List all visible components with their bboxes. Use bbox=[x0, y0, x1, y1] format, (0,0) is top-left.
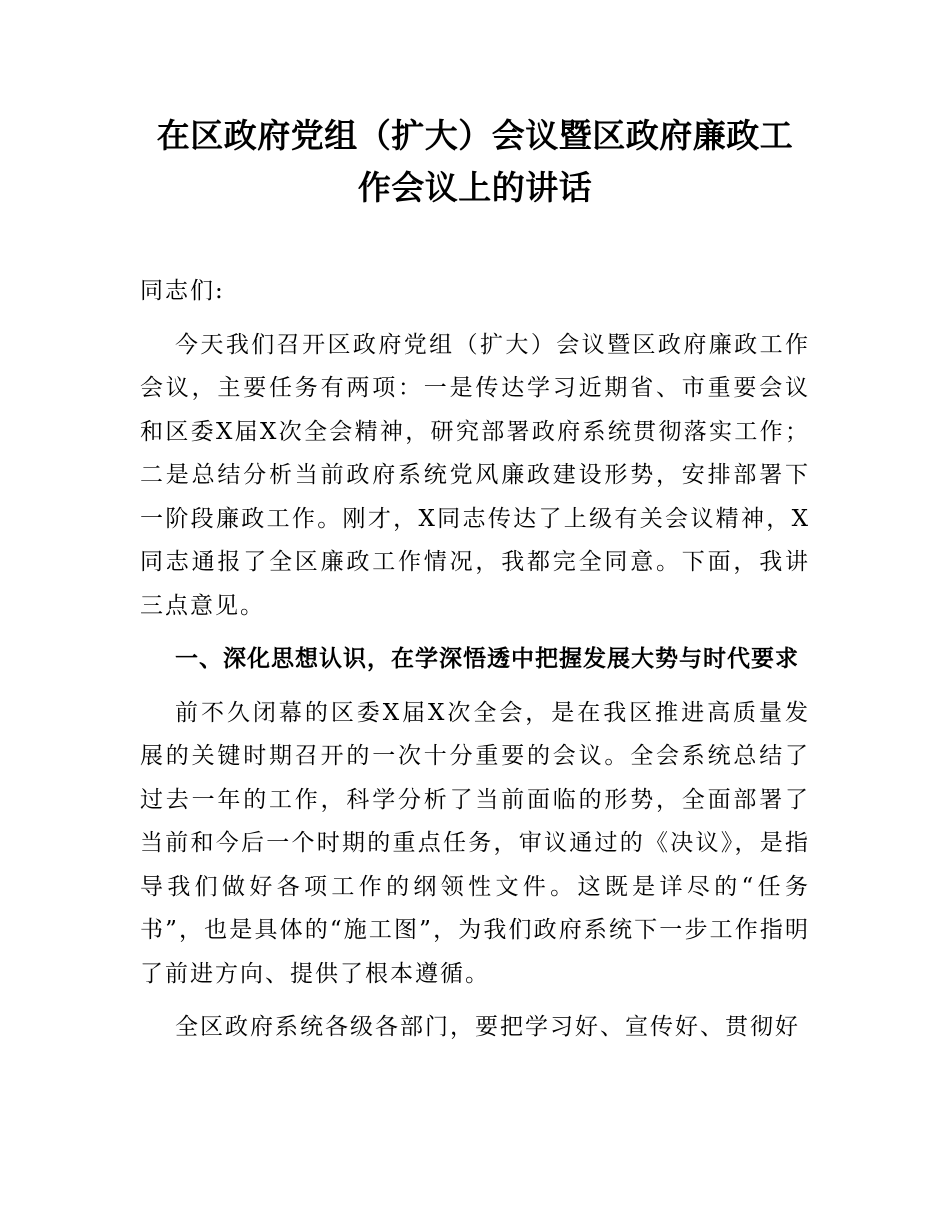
paragraph-plenary: 前不久闭幕的区委X届X次全会，是在我区推进高质量发展的关键时期召开的一次十分重要的会议。全会系统总结了过去一年的工作，科学分析了当前面临的形势，全面部署了当前和今后一个时期的重点任务，审议通过的《决议》，是指导我们做好各项工作的纲领性文件。这既是详尽的“任务书”，也是具体的“施工图”，为我们政府系统下一步工作指明了前进方向、提供了根本遵循。 bbox=[140, 699, 810, 987]
document-body bbox=[140, 270, 810, 1060]
title-line-2: 作会议上的讲话 bbox=[357, 168, 593, 207]
section-heading-1: 一、深化思想认识，在学深悟透中把握发展大势与时代要求 bbox=[175, 646, 799, 672]
paragraph-intro: 今天我们召开区政府党组（扩大）会议暨区政府廉政工作会议，主要任务有两项：一是传达学习近期省、市重要会议和区委X届X次全会精神，研究部署政府系统贯彻落实工作；二是总结分析当前政府系统党风廉政建设形势，安排部署下一阶段廉政工作。刚才，X同志传达了上级有关会议精神，X同志通报了全区廉政工作情况，我都完全同意。下面，我讲三点意见。 bbox=[140, 331, 810, 619]
title-line-1: 在区政府党组（扩大）会议暨区政府廉政工 bbox=[156, 116, 794, 155]
salutation: 同志们: bbox=[140, 278, 225, 304]
document-title bbox=[140, 110, 810, 214]
paragraph-departments: 全区政府系统各级各部门，要把学习好、宣传好、贯彻好 bbox=[175, 1014, 800, 1040]
